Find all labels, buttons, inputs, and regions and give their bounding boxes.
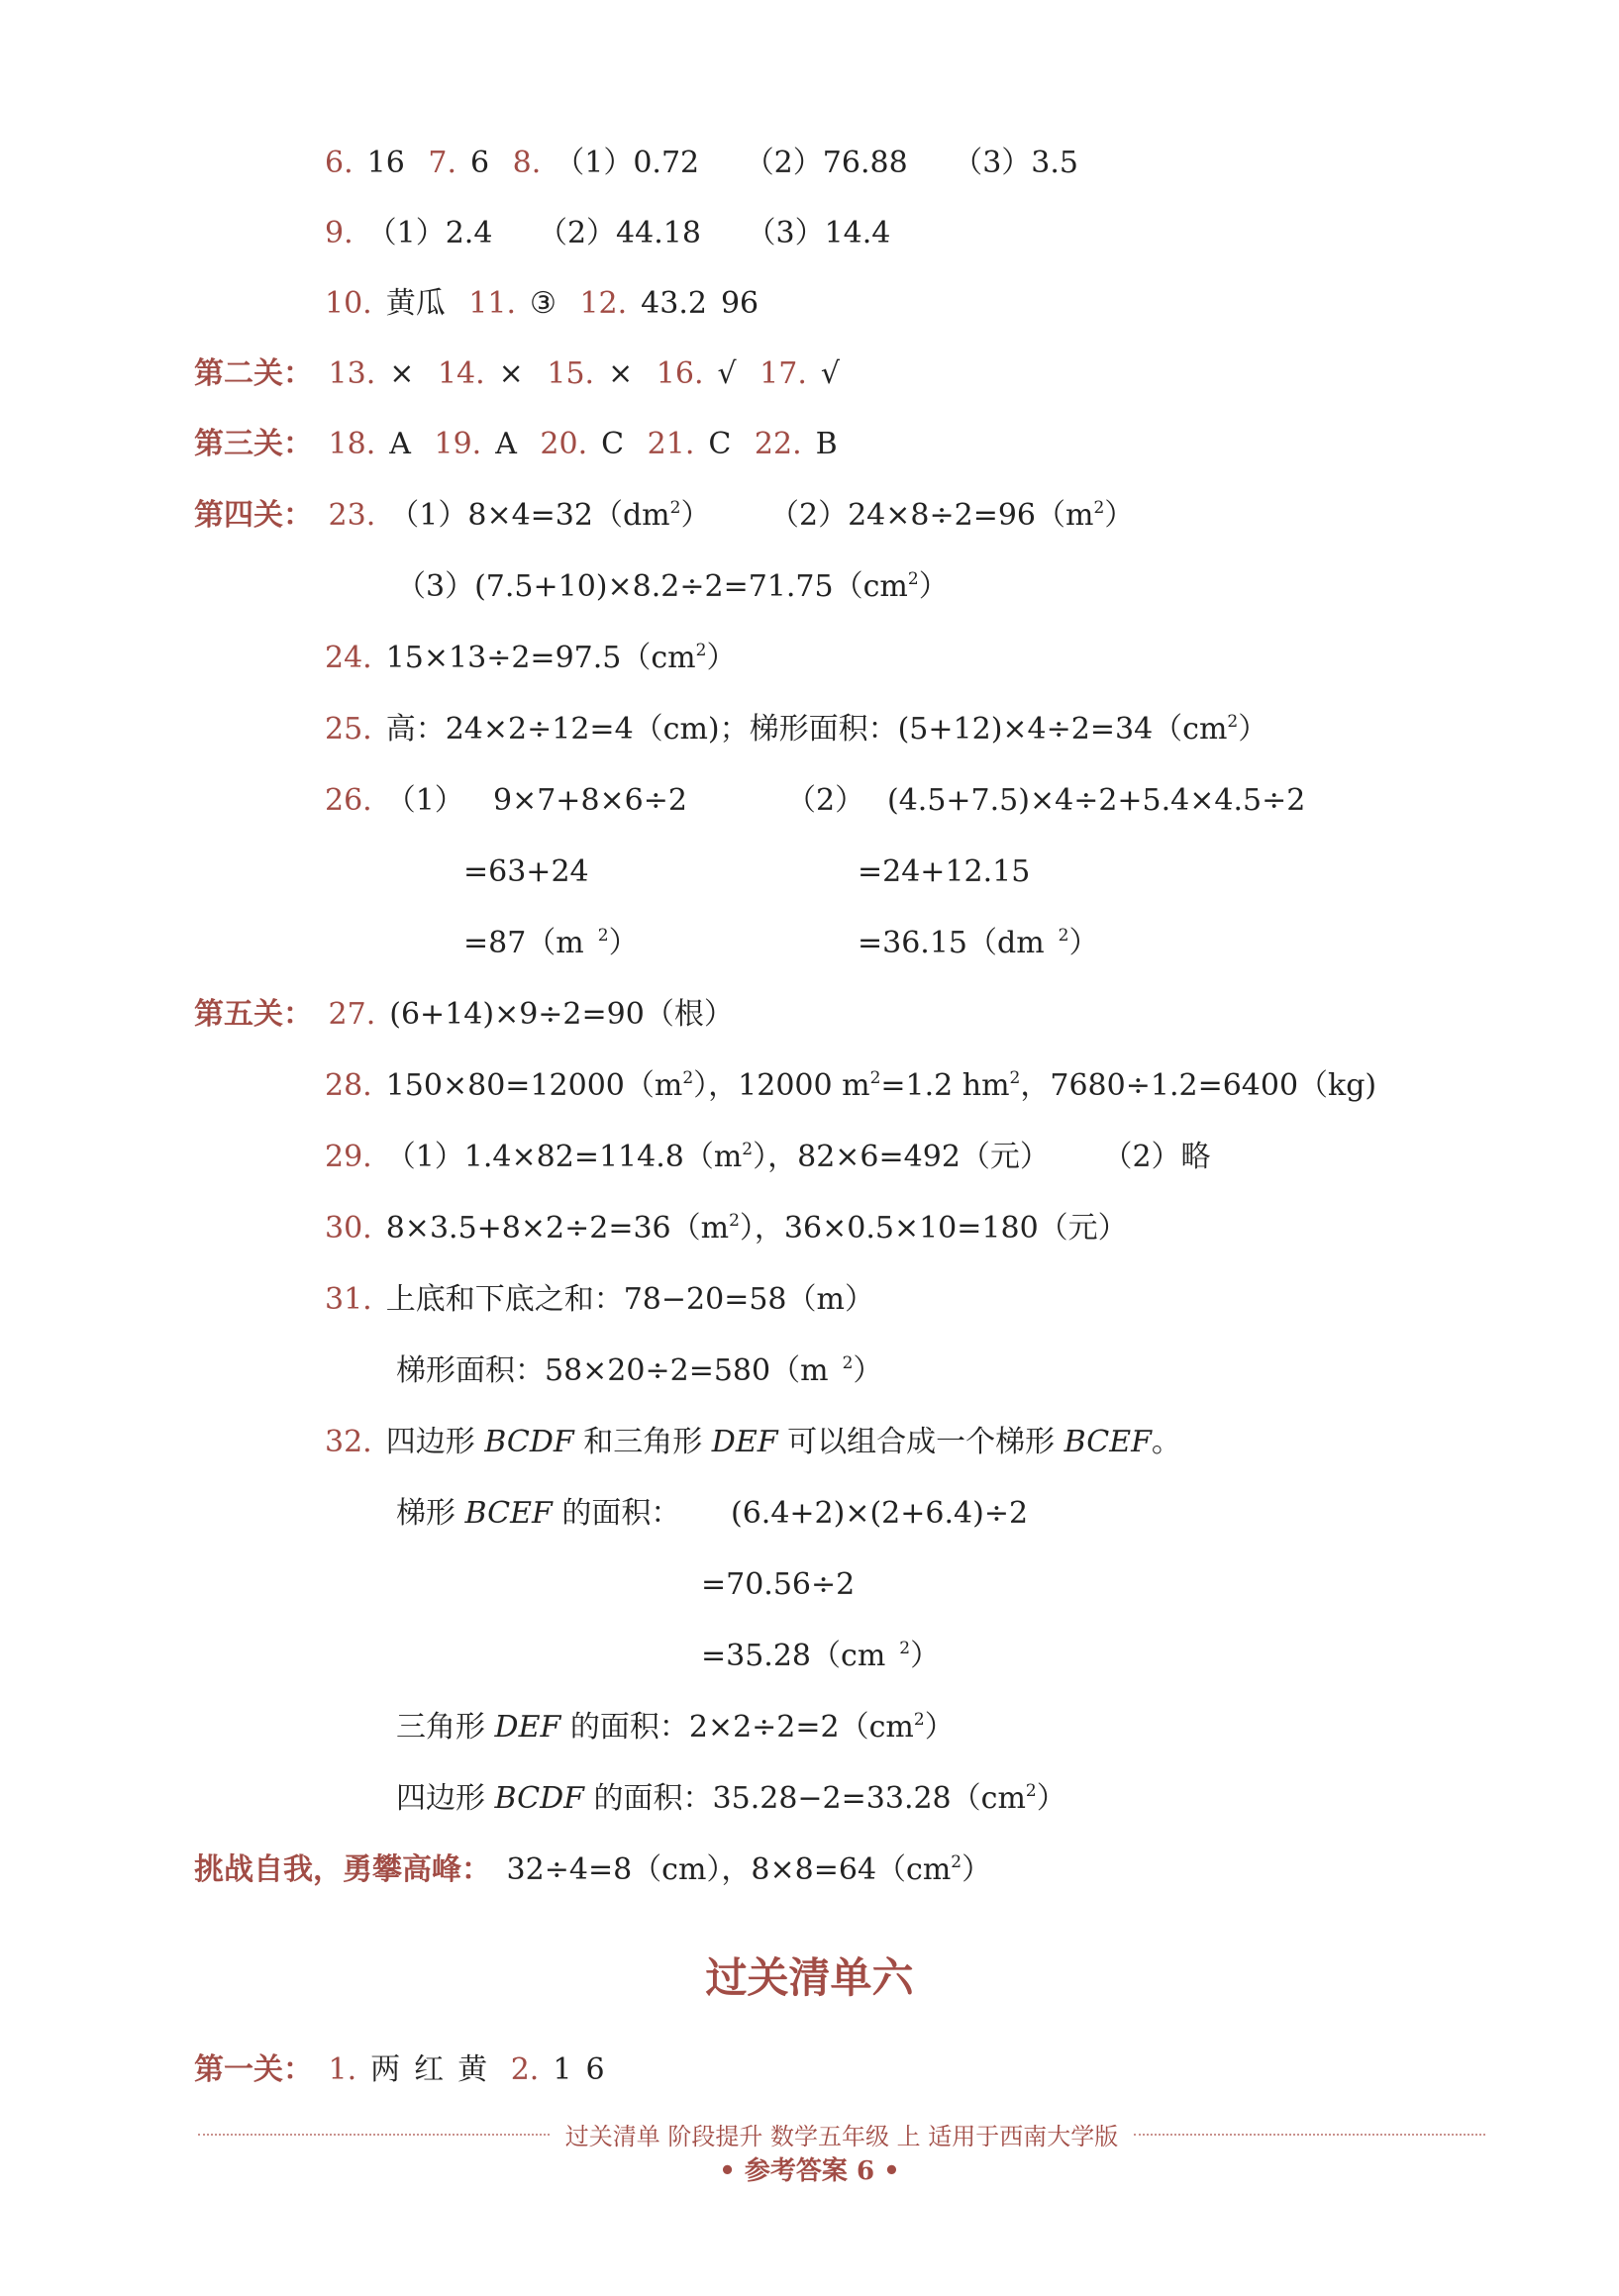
footer-divider-right bbox=[1134, 2134, 1485, 2136]
page-number: • 参考答案 6 • bbox=[719, 2156, 900, 2186]
answer-26-1-step2: =87（m $^2$） bbox=[463, 926, 639, 960]
answer-line-6-8: 6. 16 7. 6 8. （1）0.72 （2）76.88 （3）3.5 bbox=[325, 146, 1079, 180]
answer-26-2-step1: =24+12.15 bbox=[858, 854, 1031, 889]
answer-32-triangle: 三角形 DEF 的面积：$2\times 2\div 2=2(cm^2)$ bbox=[396, 1710, 955, 1745]
answer-32-quadrilateral: 四边形 BCDF 的面积：$35.28-2=33.28(cm^2)$ bbox=[396, 1781, 1066, 1816]
challenge-line: 挑战自我，勇攀高峰： 32÷4=8（cm），$8\times 8=64(cm^2)$ bbox=[194, 1852, 992, 1887]
answer-26-2-step2: =36.15（dm $^2$） bbox=[858, 926, 1099, 960]
section-1-line: 第一关： 1. 两 红 黄 2. 1 6 bbox=[194, 2052, 605, 2087]
footer-text: 过关清单 阶段提升 数学五年级 上 适用于西南大学版 bbox=[564, 2123, 1119, 2150]
section-2-line: 第二关： 13. × 14. × 15. × 16. √ 17. √ bbox=[194, 356, 840, 391]
answer-line-30: 30. $8\times 3.5+8\times 2\div 2=36(m^2)$，36×0.5×10=180（元） bbox=[325, 1211, 1128, 1246]
answer-line-23-3: $(3)(7.5+10)\times 8.2\div 2=71.75(cm^2)$ bbox=[396, 569, 949, 604]
answer-line-28: 28. $150\times 80=12000(m^2)$，12000 $m^2=1.2$ $hm^2$，7680÷1.2=6400（kg) bbox=[325, 1068, 1377, 1103]
answer-32-step2: =35.28（cm $^2$） bbox=[701, 1639, 941, 1673]
answer-line-10-12: 10. 黄瓜 11. ③ 12. 43.2 96 bbox=[325, 286, 759, 321]
section-title: 过关清单六 bbox=[705, 1953, 914, 2002]
answer-26-2-label: （2） bbox=[786, 783, 865, 818]
footer-divider-left bbox=[198, 2134, 550, 2136]
section-5-line-27: 第五关： 27. (6+14)×9÷2=90（根） bbox=[194, 997, 734, 1032]
answer-32-step1: =70.56÷2 bbox=[701, 1567, 856, 1602]
answer-32-expr: (6.4+2)×(2+6.4)÷2 bbox=[731, 1496, 1029, 1531]
section-4-line-23: 第四关： 23. $(1)8\times 4=32(dm^2)$ $(2)24\times 8\div 2=96(m^2)$ bbox=[194, 498, 1135, 533]
answer-line-31-area: 梯形面积：58×20÷2=580（m $^2$） bbox=[396, 1353, 883, 1388]
answer-line-29: 29. $(1)1.4\times 82=114.8(m^2)$，82×6=492（元） （2）略 bbox=[325, 1140, 1211, 1174]
answer-line-32: 32. 四边形 BCDF 和三角形 DEF 可以组合成一个梯形 BCEF。 bbox=[325, 1425, 1181, 1459]
answer-line-31: 31. 上底和下底之和：78−20=58（m） bbox=[325, 1282, 874, 1317]
answer-line-26: 26. （1） bbox=[325, 783, 464, 818]
answer-26-1-expr: 9×7+8×6÷2 bbox=[493, 783, 687, 818]
answer-26-2-expr: (4.5+7.5)×4÷2+5.4×4.5÷2 bbox=[887, 783, 1306, 818]
answer-26-1-step1: =63+24 bbox=[463, 854, 589, 889]
answer-line-32-trapezoid: 梯形 BCEF 的面积： bbox=[396, 1496, 681, 1531]
footer bbox=[198, 2117, 1485, 2151]
section-3-line: 第三关： 18. A 19. A 20. C 21. C 22. B bbox=[194, 427, 838, 461]
answer-line-9: 9. （1）2.4 （2）44.18 （3）14.4 bbox=[325, 216, 891, 250]
answer-line-25: 25. 高：24×2÷12=4（cm)；梯形面积：$(5+12)\times 4\div 2=34(cm^2)$ bbox=[325, 712, 1268, 747]
answer-line-24: 24. $15\times 13\div 2=97.5(cm^2)$ bbox=[325, 641, 737, 675]
